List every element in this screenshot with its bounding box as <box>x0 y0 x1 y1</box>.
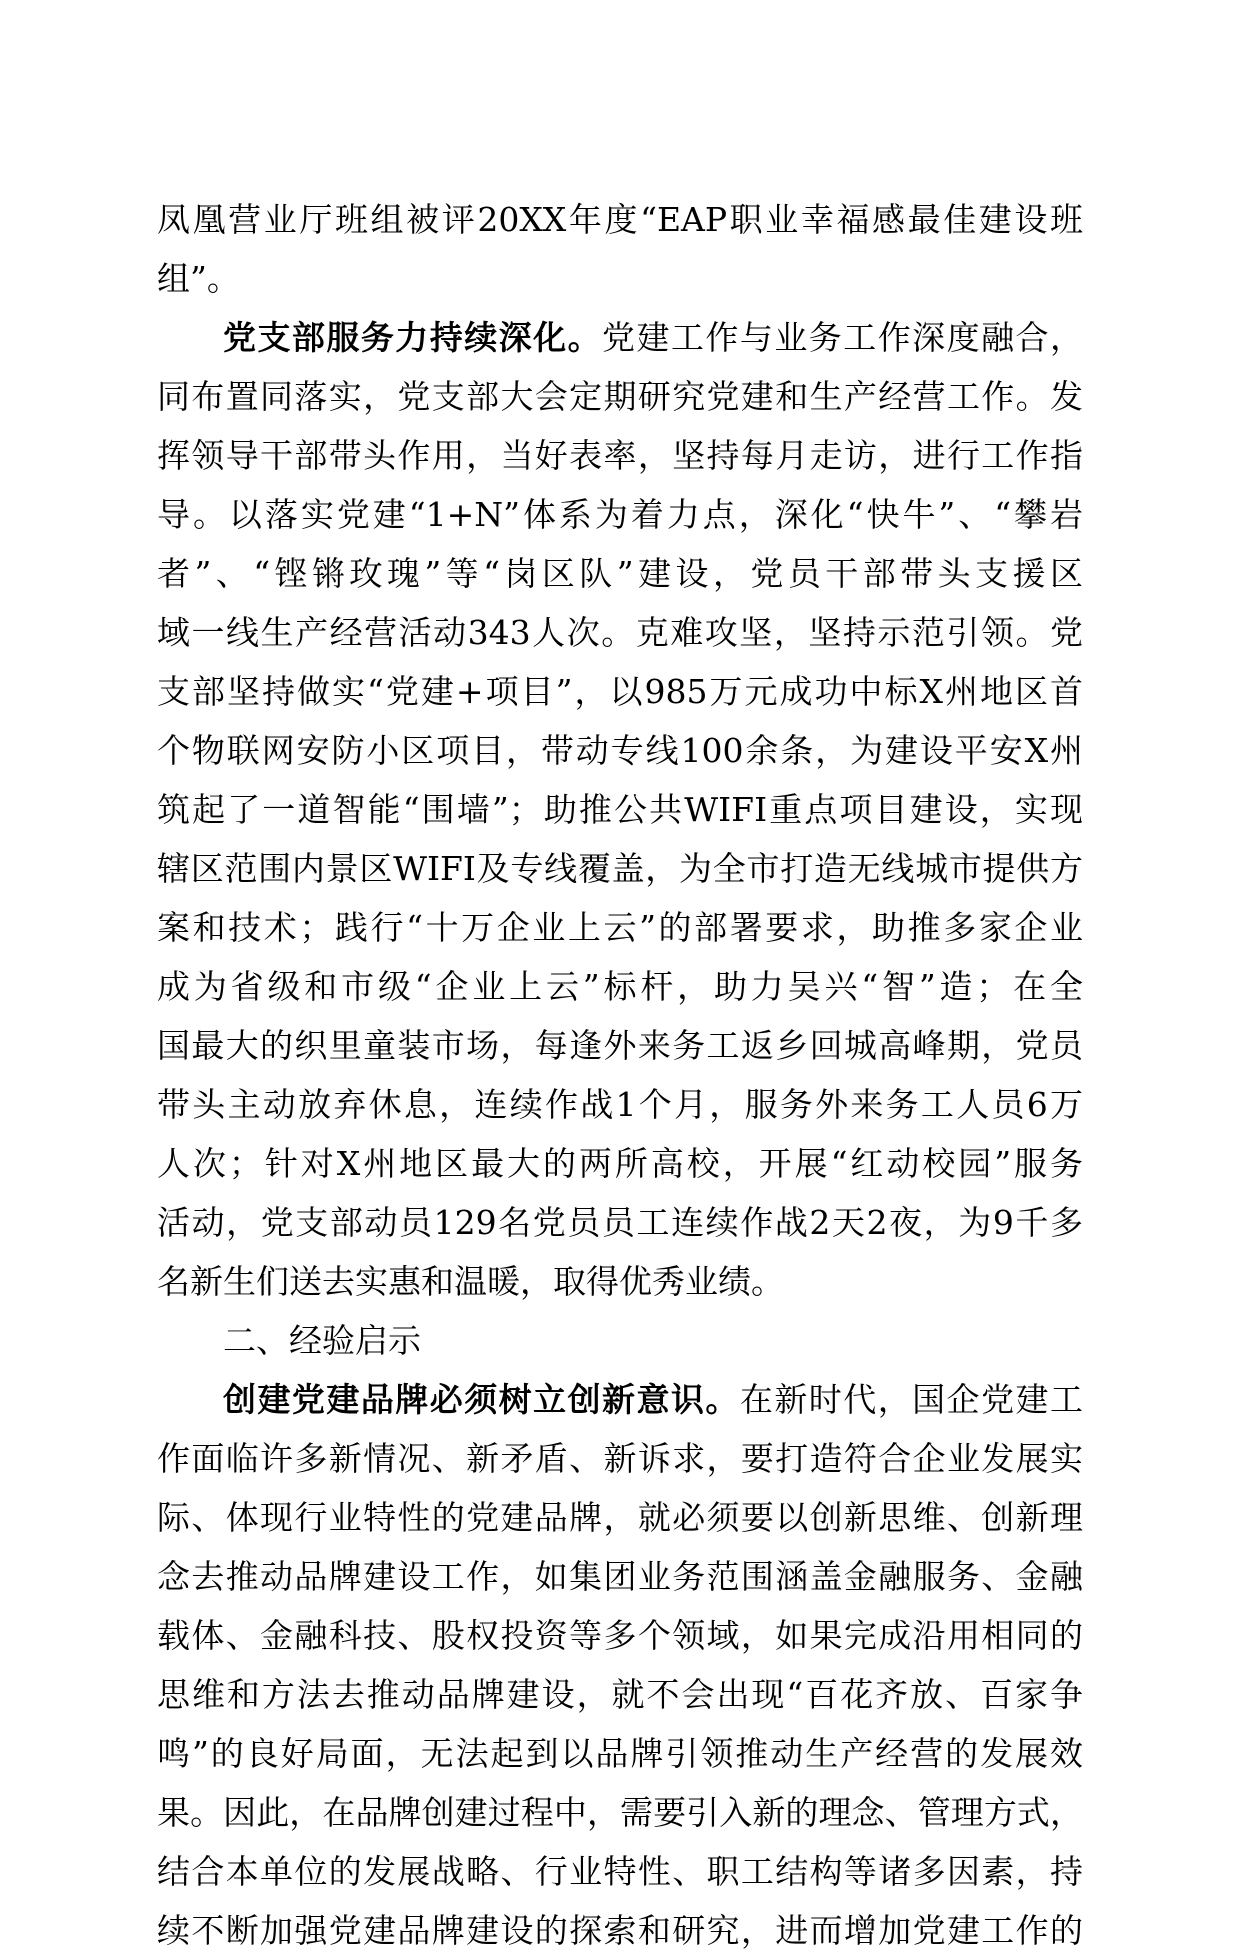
text-line <box>157 1075 1083 1134</box>
text-segment: 案和技术；践行“十万企业上云”的部署要求，助推多家企业 <box>157 908 1083 947</box>
text-segment: 活动，党支部动员129名党员员工连续作战2天2夜，为9千多 <box>157 1203 1083 1242</box>
text-line <box>157 839 1083 898</box>
text-segment: 际、体现行业特性的党建品牌，就必须要以创新思维、创新理 <box>157 1498 1083 1537</box>
text-line <box>157 544 1083 603</box>
text-line <box>157 367 1083 426</box>
text-segment: 载体、金融科技、股权投资等多个领域，如果完成沿用相同的 <box>157 1616 1083 1655</box>
text-segment: 带头主动放弃休息，连续作战1个月，服务外来务工人员6万 <box>157 1085 1083 1124</box>
text-segment: 作面临许多新情况、新矛盾、新诉求，要打造符合企业发展实 <box>157 1439 1083 1478</box>
text-line <box>157 957 1083 1016</box>
text-segment: 鸣”的良好局面，无法起到以品牌引领推动生产经营的发展效 <box>157 1734 1083 1773</box>
text-segment: 凤凰营业厅班组被评20XX年度“EAP职业幸福感最佳建设班 <box>157 200 1083 239</box>
text-line <box>157 1429 1083 1488</box>
text-line <box>157 426 1083 485</box>
text-segment: 党建工作与业务工作深度融合， <box>602 318 1084 357</box>
text-line <box>157 1606 1083 1665</box>
text-line <box>157 1252 1083 1311</box>
text-line <box>157 249 1083 308</box>
document-body <box>157 190 1083 1960</box>
text-segment: 念去推动品牌建设工作，如集团业务范围涵盖金融服务、金融 <box>157 1557 1083 1596</box>
text-segment: 域一线生产经营活动343人次。克难攻坚，坚持示范引领。党 <box>157 613 1083 652</box>
text-segment: 名新生们送去实惠和温暖，取得优秀业绩。 <box>157 1262 784 1301</box>
text-line <box>157 1901 1083 1960</box>
text-line <box>157 190 1083 249</box>
text-segment: 组”。 <box>157 259 240 298</box>
text-segment: 果。因此，在品牌创建过程中，需要引入新的理念、管理方式， <box>157 1793 1083 1832</box>
text-line <box>157 308 1083 367</box>
text-line <box>157 1665 1083 1724</box>
bold-lead-phrase: 党支部服务力持续深化。 <box>223 318 603 357</box>
text-segment: 导。以落实党建“1+N”体系为着力点，深化“快牛”、“攀岩 <box>157 495 1083 534</box>
text-segment: 筑起了一道智能“围墙”；助推公共WIFI重点项目建设，实现 <box>157 790 1083 829</box>
text-line <box>157 485 1083 544</box>
text-line <box>157 898 1083 957</box>
text-segment: 二、经验启示 <box>223 1321 421 1360</box>
text-line <box>157 1488 1083 1547</box>
text-line <box>157 1370 1083 1429</box>
text-segment: 续不断加强党建品牌建设的探索和研究，进而增加党建工作的 <box>157 1911 1083 1950</box>
text-line <box>157 780 1083 839</box>
bold-lead-phrase: 创建党建品牌必须树立创新意识。 <box>223 1380 740 1419</box>
text-line <box>157 721 1083 780</box>
text-line <box>157 1783 1083 1842</box>
text-segment: 同布置同落实，党支部大会定期研究党建和生产经营工作。发 <box>157 377 1083 416</box>
text-line <box>157 1193 1083 1252</box>
text-segment: 在新时代，国企党建工 <box>739 1380 1084 1419</box>
text-line <box>157 1842 1083 1901</box>
text-segment: 挥领导干部带头作用，当好表率，坚持每月走访，进行工作指 <box>157 436 1083 475</box>
text-line <box>157 1016 1083 1075</box>
text-segment: 支部坚持做实“党建+项目”，以985万元成功中标X州地区首 <box>157 672 1083 711</box>
text-segment: 辖区范围内景区WIFI及专线覆盖，为全市打造无线城市提供方 <box>157 849 1083 888</box>
text-segment: 成为省级和市级“企业上云”标杆，助力吴兴“智”造；在全 <box>157 967 1083 1006</box>
text-segment: 人次；针对X州地区最大的两所高校，开展“红动校园”服务 <box>157 1144 1083 1183</box>
text-segment: 思维和方法去推动品牌建设，就不会出现“百花齐放、百家争 <box>157 1675 1083 1714</box>
text-segment: 个物联网安防小区项目，带动专线100余条，为建设平安X州 <box>157 731 1083 770</box>
text-segment: 国最大的织里童装市场，每逢外来务工返乡回城高峰期，党员 <box>157 1026 1083 1065</box>
text-line <box>157 1547 1083 1606</box>
text-line <box>157 603 1083 662</box>
text-segment: 结合本单位的发展战略、行业特性、职工结构等诸多因素，持 <box>157 1852 1083 1891</box>
text-line <box>157 1134 1083 1193</box>
text-line <box>157 1311 1083 1370</box>
text-line <box>157 662 1083 721</box>
text-segment: 者”、“铿锵玫瑰”等“岗区队”建设，党员干部带头支援区 <box>157 554 1083 593</box>
